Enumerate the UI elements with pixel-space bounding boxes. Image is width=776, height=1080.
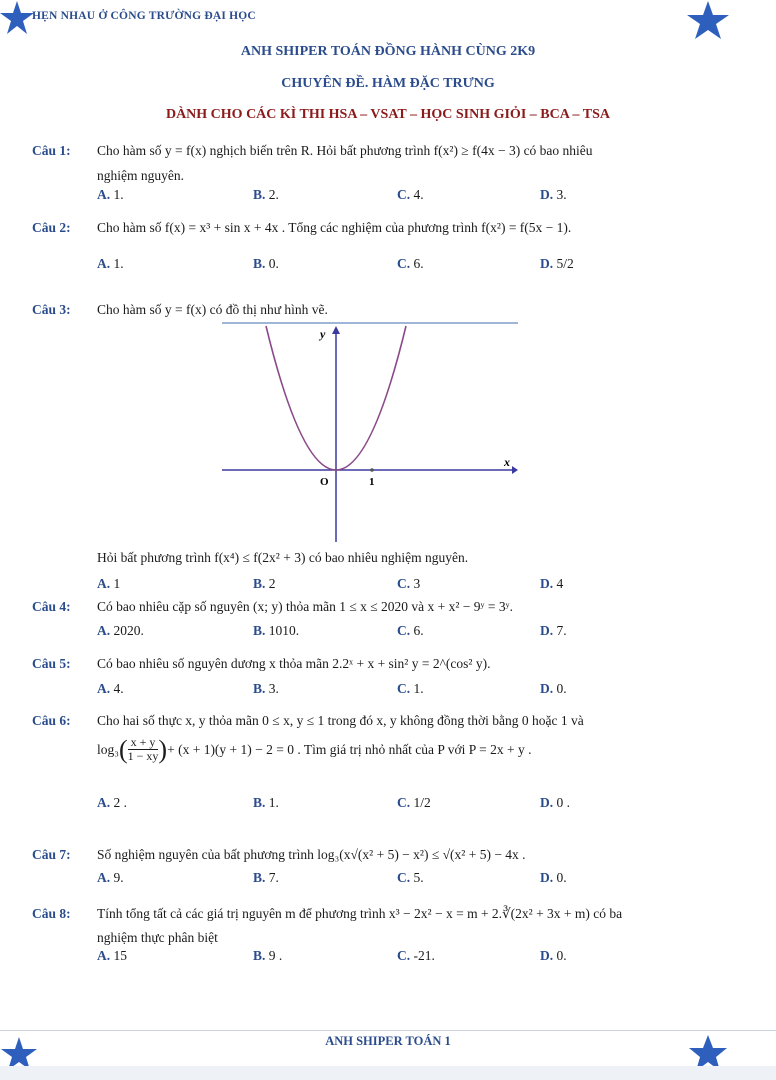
option-d: D. 0. <box>540 681 567 696</box>
origin-label: O <box>320 476 329 488</box>
question-text: Tính tổng tất cả các giá trị nguyên m để phương trình x³ − 2x² − x = m + 2.∛(2x² + 3x + m) có ba <box>97 906 623 921</box>
question-number: Câu 4: <box>32 599 71 614</box>
fraction: $\frac{x + y}{1 - xy}$ <box>127 735 159 763</box>
question-text: Cho hàm số y = f(x) có đồ thị như hình vẽ. <box>97 302 328 317</box>
question-text: Cho hàm số f(x) = x³ + sin x + 4x . Tổng các nghiệm của phương trình f(x²) = f(5x − 1). <box>97 220 572 235</box>
question-number: Câu 6: <box>32 713 71 728</box>
question-number: Câu 3: <box>32 302 71 317</box>
option-a: A. 9. <box>97 870 124 885</box>
option-b: B. 9 . <box>253 948 283 963</box>
question-number: Câu 1: <box>32 143 71 158</box>
header-note: HẸN NHAU Ở CÔNG TRƯỜNG ĐẠI HỌC <box>32 10 256 22</box>
page-subtitle: CHUYÊN ĐỀ. HÀM ĐẶC TRƯNG <box>281 76 495 91</box>
option-b: B. 0. <box>253 256 279 271</box>
x-axis-label: x <box>504 455 510 469</box>
option-d: D. 0. <box>540 948 567 963</box>
option-c: C. 4. <box>397 187 424 202</box>
option-a: A. 15 <box>97 948 127 963</box>
footer-divider <box>0 1030 776 1031</box>
option-d: D. 0 . <box>540 795 570 810</box>
question-number: Câu 2: <box>32 220 71 235</box>
page-title: ANH SHIPER TOÁN ĐỒNG HÀNH CÙNG 2K9 <box>240 44 536 59</box>
question-text: Cho hàm số y = f(x) nghịch biến trên R. Hỏi bất phương trình f(x²) ≥ f(4x − 3) có bao nhiêu <box>97 143 593 158</box>
bottom-bar <box>0 1066 776 1080</box>
function-graph <box>222 322 518 542</box>
option-c: C. -21. <box>397 948 435 963</box>
question-text: Hỏi bất phương trình f(x⁴) ≤ f(2x² + 3) có bao nhiêu nghiệm nguyên. <box>97 550 469 565</box>
option-d: D. 5/2 <box>540 256 574 271</box>
question-text: nghiệm nguyên. <box>97 168 184 183</box>
star-icon <box>686 0 730 40</box>
question-number: Câu 8: <box>32 906 71 921</box>
question-number: Câu 5: <box>32 656 71 671</box>
tick-label: 1 <box>369 476 375 488</box>
option-d: D. 0. <box>540 870 567 885</box>
option-a: A. 2 . <box>97 795 127 810</box>
option-b: B. 2. <box>253 187 279 202</box>
star-icon <box>0 0 34 36</box>
option-d: D. 3. <box>540 187 567 202</box>
y-axis-label: y <box>320 327 326 341</box>
option-c: C. 5. <box>397 870 424 885</box>
question-text: nghiệm thực phân biệt <box>97 930 218 945</box>
option-d: D. 7. <box>540 623 567 638</box>
option-a: A. 1. <box>97 187 124 202</box>
option-b: B. 1. <box>253 795 279 810</box>
question-text: Có bao nhiêu cặp số nguyên (x; y) thỏa mãn 1 ≤ x ≤ 2020 và x + x² − 9ʸ = 3ʸ. <box>97 599 514 614</box>
option-c: C. 6. <box>397 623 424 638</box>
option-b: B. 2 <box>253 576 276 591</box>
option-c: C. 1/2 <box>397 795 431 810</box>
option-d: D. 4 <box>540 576 564 591</box>
question-text: Số nghiệm nguyên của bất phương trình log₃(x√(x² + 5) − x²) ≤ √(x² + 5) − 4x . <box>97 847 526 862</box>
option-b: B. 3. <box>253 681 279 696</box>
question-text: Có bao nhiêu số nguyên dương x thỏa mãn 2.2ˣ + x + sin² y = 2^(cos² y). <box>97 656 491 671</box>
option-a: A. 1 <box>97 576 121 591</box>
question-number: Câu 7: <box>32 847 71 862</box>
option-c: C. 3 <box>397 576 421 591</box>
option-b: B. 7. <box>253 870 279 885</box>
option-a: A. 2020. <box>97 623 144 638</box>
option-a: A. 4. <box>97 681 124 696</box>
page-footer: ANH SHIPER TOÁN 1 <box>325 1034 451 1048</box>
option-a: A. 1. <box>97 256 124 271</box>
option-b: B. 1010. <box>253 623 300 638</box>
question-text: Cho hai số thực x, y thỏa mãn 0 ≤ x, y ≤ 1 trong đó x, y không đồng thời bằng 0 hoặc 1 và <box>97 713 584 728</box>
question-formula: log₃ ( $\frac{x + y}{1 - xy}$ ) + (x + 1)(y + 1) − 2 = 0 . Tìm giá trị nhỏ nhất của P với P = 2x + y . <box>97 734 532 764</box>
option-c: C. 1. <box>397 681 424 696</box>
exam-scope-title: DÀNH CHO CÁC KÌ THI HSA – VSAT – HỌC SINH GIỎI – BCA – TSA <box>165 107 611 122</box>
option-c: C. 6. <box>397 256 424 271</box>
